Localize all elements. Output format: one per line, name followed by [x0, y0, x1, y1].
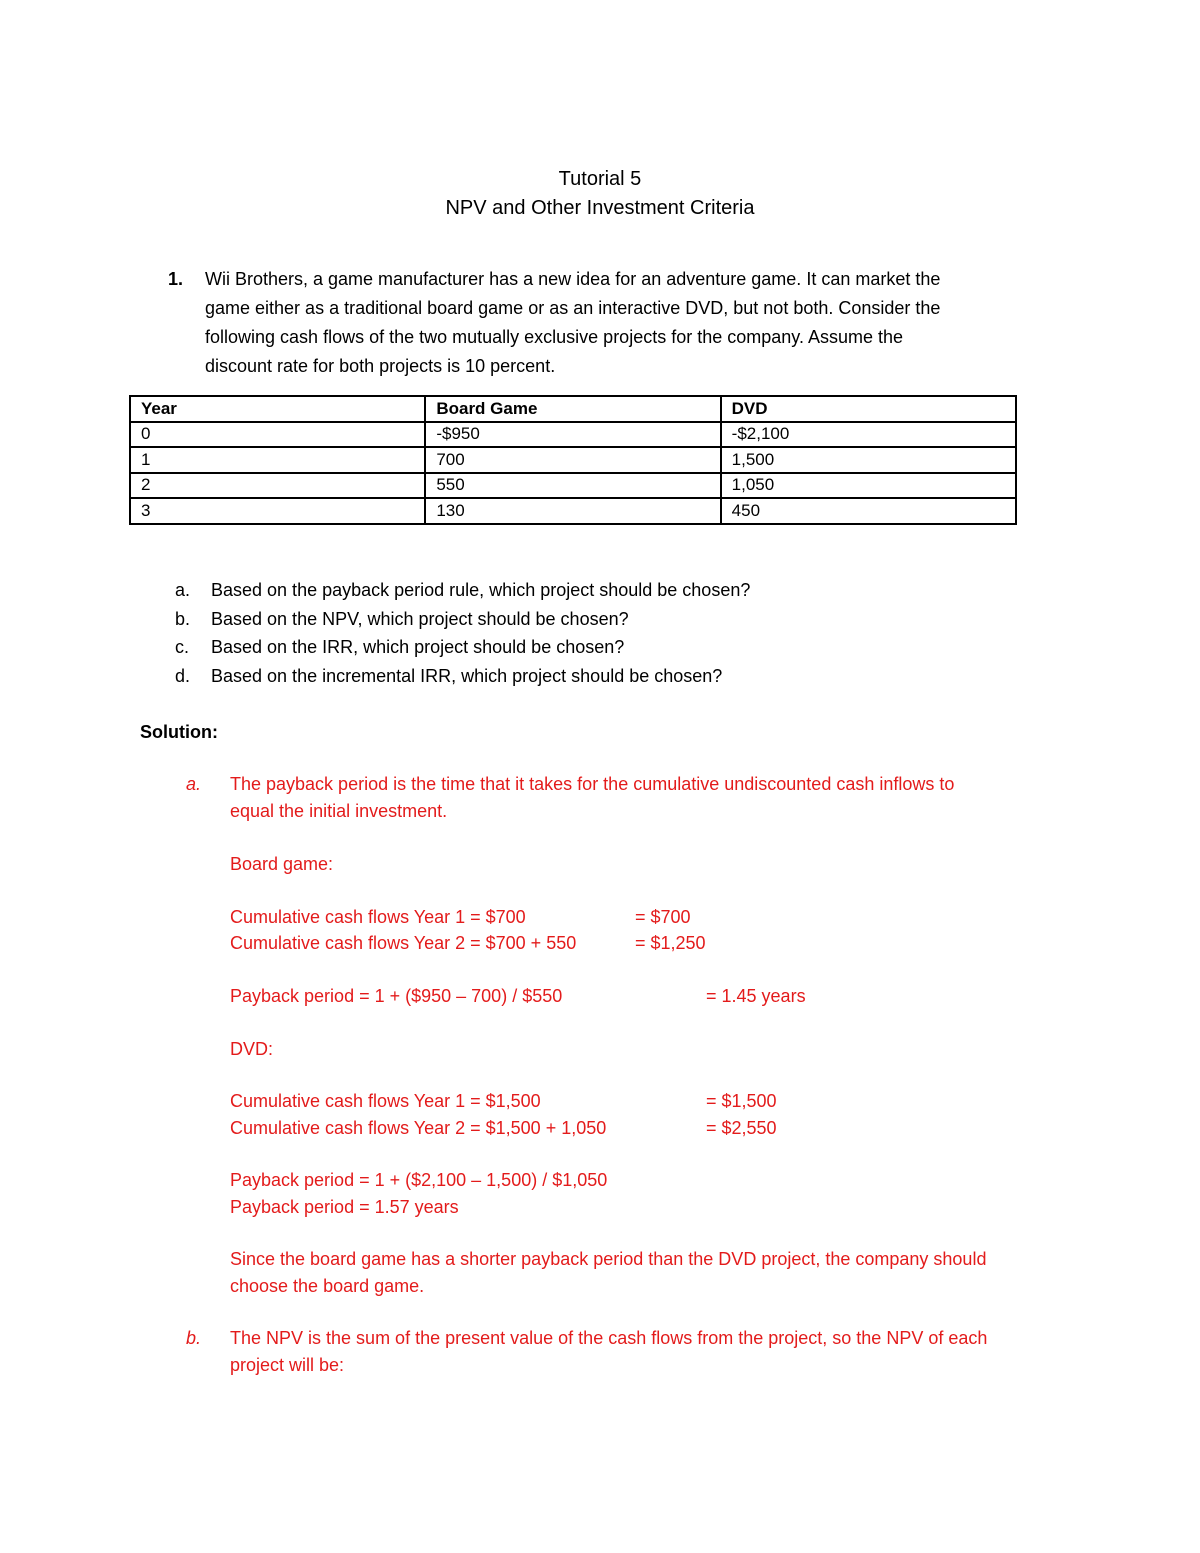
- solution-a-conclusion-line: Since the board game has a shorter payback period than the DVD project, the company should: [230, 1249, 987, 1269]
- question-line: discount rate for both projects is 10 percent.: [205, 356, 556, 376]
- table-cell: 3: [130, 498, 425, 524]
- board-payback: Payback period = 1 + ($950 – 700) / $550: [230, 986, 563, 1006]
- board-cum2-result: = $1,250: [635, 933, 706, 953]
- table-header-cell: Board Game: [425, 396, 720, 422]
- table-cell: 2: [130, 473, 425, 499]
- page-title: Tutorial 5: [558, 168, 642, 190]
- subquestion-text: Based on the IRR, which project should be chosen?: [211, 637, 625, 657]
- dvd-cum2: Cumulative cash flows Year 2 = $1,500 + 1,050: [230, 1118, 607, 1138]
- board-cum1: Cumulative cash flows Year 1 = $700: [230, 907, 526, 927]
- table-header-row: [130, 396, 1016, 422]
- table-cell: 0: [130, 422, 425, 448]
- solution-heading: Solution:: [140, 722, 218, 742]
- solution-a-conclusion-line: choose the board game.: [230, 1276, 425, 1296]
- dvd-payback-formula: Payback period = 1 + ($2,100 – 1,500) / $1,050: [230, 1170, 608, 1190]
- table-cell: -$950: [425, 422, 720, 448]
- question-number: 1.: [168, 269, 184, 289]
- board-payback-result: = 1.45 years: [706, 986, 806, 1006]
- question-line: Wii Brothers, a game manufacturer has a new idea for an adventure game. It can market the: [205, 269, 941, 289]
- subquestion-letter: d.: [175, 666, 191, 686]
- dvd-payback-result: Payback period = 1.57 years: [230, 1197, 459, 1217]
- dvd-cum1-result: = $1,500: [706, 1091, 777, 1111]
- subquestion-text: Based on the NPV, which project should be chosen?: [211, 609, 629, 629]
- board-cum2: Cumulative cash flows Year 2 = $700 + 550: [230, 933, 577, 953]
- question-line: following cash flows of the two mutually exclusive projects for the company. Assume the: [205, 327, 903, 347]
- board-game-label: Board game:: [230, 854, 334, 874]
- table-row: [130, 473, 1016, 499]
- solution-b-intro-line: project will be:: [230, 1355, 345, 1375]
- table-row: [130, 447, 1016, 473]
- dvd-cum1: Cumulative cash flows Year 1 = $1,500: [230, 1091, 541, 1111]
- solution-a-letter: a.: [186, 774, 202, 794]
- page-subtitle: NPV and Other Investment Criteria: [445, 197, 755, 219]
- solution-a-intro-line: The payback period is the time that it takes for the cumulative undiscounted cash inflows to: [230, 774, 955, 794]
- subquestion-letter: b.: [175, 609, 191, 629]
- subquestion-text: Based on the incremental IRR, which project should be chosen?: [211, 666, 723, 686]
- table-cell: 1,500: [721, 447, 1016, 473]
- table-row: [130, 498, 1016, 524]
- dvd-label: DVD:: [230, 1039, 274, 1059]
- table-cell: 1: [130, 447, 425, 473]
- solution-b-intro-line: The NPV is the sum of the present value of the cash flows from the project, so the NPV of each: [230, 1328, 988, 1348]
- table-cell: 450: [721, 498, 1016, 524]
- table-header-cell: Year: [130, 396, 425, 422]
- table-header-cell: DVD: [721, 396, 1016, 422]
- table-cell: 130: [425, 498, 720, 524]
- table-row: [130, 422, 1016, 448]
- solution-a-intro-line: equal the initial investment.: [230, 801, 448, 821]
- table-cell: 1,050: [721, 473, 1016, 499]
- subquestion-letter: a.: [175, 580, 191, 600]
- question-line: game either as a traditional board game or as an interactive DVD, but not both. Consider the: [205, 298, 941, 318]
- question-text: [205, 265, 940, 381]
- table-cell: -$2,100: [721, 422, 1016, 448]
- board-cum1-result: = $700: [635, 907, 691, 927]
- table-cell: 700: [425, 447, 720, 473]
- subquestion-text: Based on the payback period rule, which project should be chosen?: [211, 580, 751, 600]
- dvd-cum2-result: = $2,550: [706, 1118, 777, 1138]
- table-cell: 550: [425, 473, 720, 499]
- cash-flow-table: [129, 395, 1017, 525]
- solution-b-letter: b.: [186, 1328, 202, 1348]
- subquestion-letter: c.: [175, 637, 190, 657]
